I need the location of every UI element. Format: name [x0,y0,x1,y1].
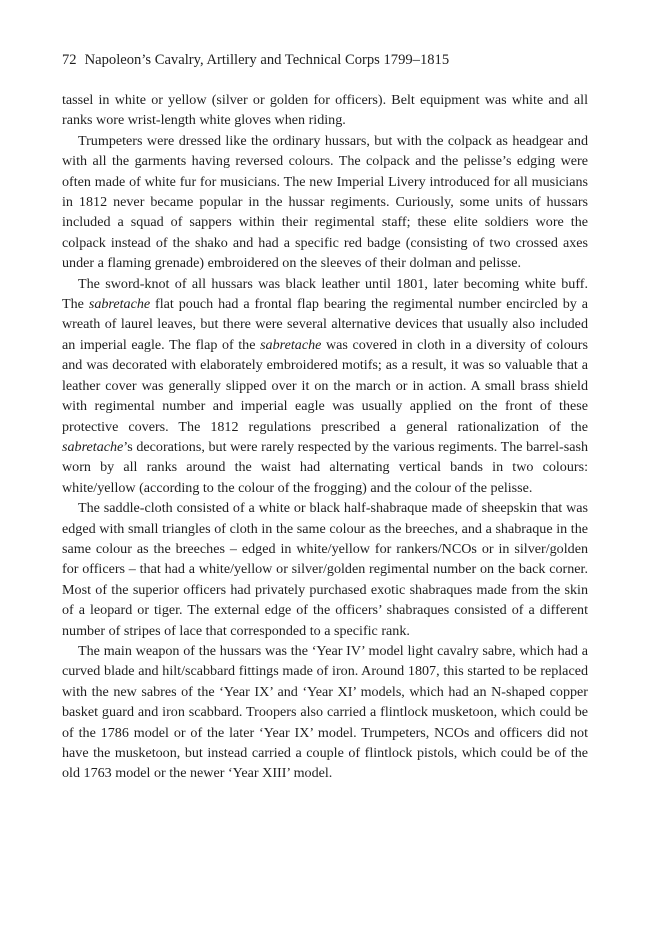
italic-term: sabretache [88,296,151,313]
paragraph-text: tassel in white or yellow (silver or golden for officers). Belt equipment was white and all ranks wore wrist-length white gloves when riding. [62,92,588,129]
paragraph-text: ’s decorations, but were rarely respected by the various regiments. The barrel-sash worn by all ranks around the waist had alternating vertical bands in two colours: white/yellow (according to the colour of the frogging) and the colour of the pelisse. [62,438,588,496]
italic-term: sabretache [260,336,322,353]
paragraph-text: The main weapon of the hussars was the ‘Year IV’ model light cavalry sabre, which had a curved blade and hilt/scabbard fittings made of iron. Around 1807, this started to be replaced with the new sabres of the ‘Year IX’ and ‘Year XI’ models, which had an N-shaped copper basket guard and iron scabbard. Troopers also carried a flintlock musketoon, which could be of the 1786 model or of the later ‘Year IX’ model. Trumpeters, NCOs and officers did not have the musketoon, but instead carried a couple of flintlock pistols, which could be of the old 1763 model or the newer ‘Year XIII’ model. [62,642,588,782]
paragraph-text: The sword-knot of all hussars was black leather until 1801, later becoming white buff. The [62,275,588,313]
book-page [62,50,588,784]
paragraph-text: was covered in cloth in a diversity of colours and was decorated with elaborately embroidered motifs; as a result, it was so valuable that a leather cover was generally slipped over it on the march or in action. A small brass shield with regimental number and imperial eagle was usually applied on the front of these protective covers. The 1812 regulations prescribed a general rationalization of the [62,336,588,435]
running-head [62,50,588,70]
paragraph-text: flat pouch had a frontal flap bearing the regimental number encircled by a wreath of laurel leaves, but there were several alternative devices that usually also included an imperial eagle. The flap of the [62,296,588,353]
paragraph-main-weapon [62,641,588,784]
paragraph-continued [62,90,588,131]
italic-term: sabretache [62,438,124,455]
body-text [62,90,588,784]
running-title: Napoleon’s Cavalry, Artillery and Technical Corps 1799–1815 [84,52,450,68]
paragraph-saddle-cloth [62,498,588,641]
paragraph-trumpeters [62,131,588,274]
page-number: 72 [62,52,77,68]
paragraph-text: Trumpeters were dressed like the ordinary hussars, but with the colpack as headgear and with all the garments having reversed colours. The colpack and the pelisse’s edging were often made of white fur for musicians. The new Imperial Livery introduced for all musicians in 1812 never became popular in the hussar regiments. Curiously, some units of hussars included a squad of sappers within their regimental staff; these elite soldiers wore the colpack instead of the shako and had a specific red badge (consisting of two crossed axes under a flaming grenade) embroidered on the sleeves of their dolman and pelisse. [62,132,588,272]
paragraph-sword-knot [62,274,588,498]
paragraph-text: The saddle-cloth consisted of a white or black half-shabraque made of sheepskin that was edged with small triangles of cloth in the same colour as the breeches, and a shabraque in the same colour as the breeches – edged in white/yellow for rankers/NCOs or in silver/golden for officers – that had a white/yellow or silver/golden regimental number on the back corner. Most of the superior officers had privately purchased exotic shabraques made from the skin of a leopard or tiger. The external edge of the officers’ shabraques consisted of a different number of stripes of lace that corresponded to a specific rank. [62,500,588,639]
